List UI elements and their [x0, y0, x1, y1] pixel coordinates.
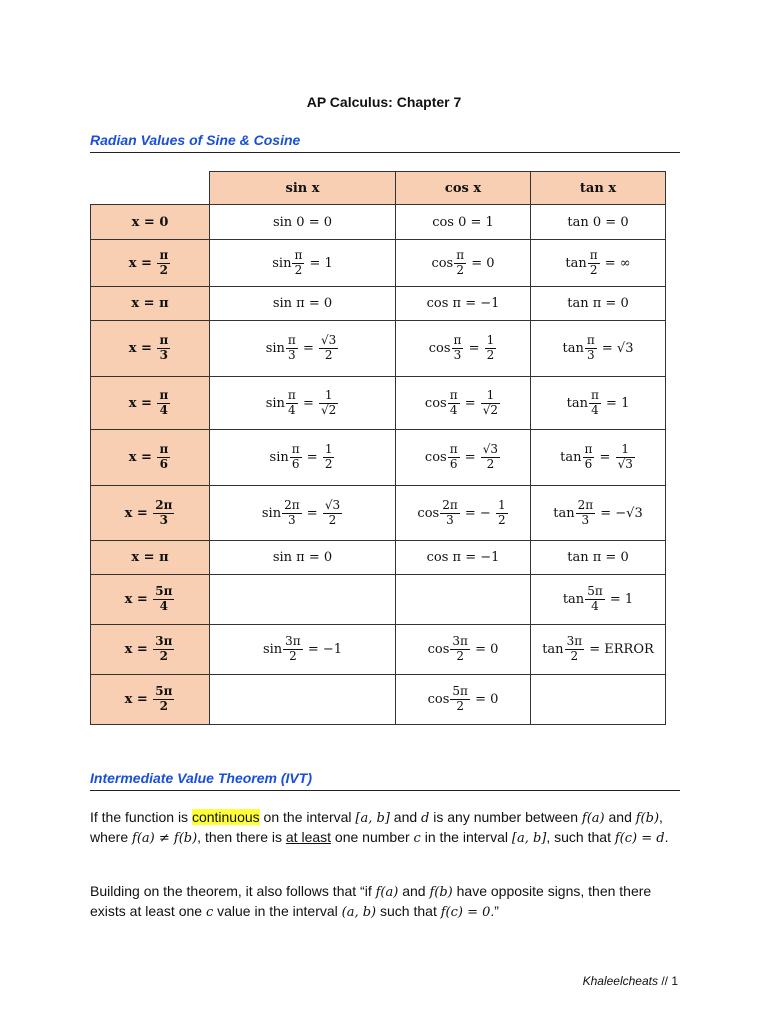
angle-fraction-numerator: π	[584, 442, 593, 457]
cell-result: = √3	[601, 341, 634, 356]
text-run: Building on the theorem, it also follows that “if	[90, 883, 376, 899]
row-x-prefix: x =	[128, 255, 152, 271]
angle-fraction-numerator: 3π	[566, 634, 583, 649]
cell-text: tan π = 0	[567, 296, 629, 311]
result-fraction	[323, 443, 335, 472]
angle-fraction	[585, 334, 597, 363]
row-x-fraction	[153, 499, 174, 528]
cell-result: = 0	[475, 692, 499, 707]
underlined-term: at least	[285, 829, 332, 845]
cell-text: tan	[565, 255, 587, 271]
cell-text: cos	[424, 395, 447, 411]
table-row	[91, 575, 666, 625]
cell-text: cos	[428, 341, 451, 356]
angle-fraction-numerator: π	[591, 387, 599, 402]
row-x-prefix: x =	[124, 692, 148, 707]
angle-fraction-denominator: 3	[586, 348, 595, 362]
row-x-fraction-denominator: 3	[159, 512, 169, 527]
row-x-prefix: x =	[128, 341, 152, 356]
cell-text: sin	[262, 642, 283, 657]
table-row	[91, 625, 666, 675]
angle-fraction-numerator: 5π	[452, 684, 468, 699]
table-cell-sin	[210, 675, 396, 725]
result-fraction	[496, 499, 508, 528]
result-fraction-numerator: √3	[324, 497, 341, 512]
ivt-definition-paragraph	[90, 808, 680, 848]
angle-fraction-denominator: 3	[446, 512, 454, 527]
angle-fraction	[290, 443, 302, 472]
angle-fraction-denominator: 2	[456, 262, 464, 277]
row-x-fraction-numerator: 2π	[155, 497, 173, 512]
angle-fraction	[448, 443, 460, 472]
math-expr: f(b)	[429, 885, 453, 900]
angle-fraction-numerator: π	[586, 333, 595, 348]
row-x-prefix: x =	[128, 395, 152, 411]
trig-values-table	[90, 171, 666, 725]
cell-text: sin 0 = 0	[272, 214, 333, 230]
row-x-fraction	[157, 443, 170, 472]
angle-fraction-denominator: 3	[288, 512, 296, 527]
cell-text: tan	[560, 450, 582, 465]
cell-result: = ∞	[604, 255, 631, 271]
math-expr: d	[421, 811, 430, 826]
angle-fraction	[282, 499, 302, 528]
angle-fraction-denominator: 6	[449, 457, 458, 471]
table-cell-cos	[396, 486, 531, 541]
cell-text: tan	[562, 592, 585, 607]
angle-fraction	[454, 249, 466, 278]
table-cell-tan	[531, 377, 666, 430]
result-fraction-denominator: 2	[324, 348, 333, 362]
table-cell-sin	[210, 377, 396, 430]
text-run: on the interval	[259, 809, 356, 825]
text-run: , where	[90, 809, 663, 845]
result-fraction-denominator: 2	[497, 512, 506, 527]
result-fraction-denominator: √3	[617, 457, 633, 471]
table-cell-tan	[531, 486, 666, 541]
angle-fraction-numerator: π	[287, 333, 296, 348]
text-run: value in the interval	[213, 903, 342, 919]
row-header-x	[91, 205, 210, 240]
table-row	[91, 321, 666, 377]
result-fraction	[616, 443, 635, 472]
row-header-x	[91, 240, 210, 287]
cell-text: sin	[269, 450, 289, 465]
angle-fraction-numerator: 3π	[285, 634, 301, 649]
table-cell-sin	[210, 430, 396, 486]
result-fraction-denominator: √2	[321, 402, 337, 417]
angle-fraction	[450, 685, 470, 714]
angle-fraction-numerator: π	[291, 442, 300, 457]
table-cell-sin	[210, 541, 396, 575]
angle-fraction	[286, 389, 298, 418]
row-x-label: x = π	[131, 296, 169, 311]
text-run: such that	[376, 903, 441, 919]
table-cell-sin	[210, 321, 396, 377]
angle-fraction-numerator: π	[449, 387, 458, 402]
text-run: and	[389, 809, 422, 825]
angle-fraction-denominator: 3	[288, 348, 296, 362]
cell-result: =	[306, 450, 318, 465]
cell-text: tan	[566, 395, 589, 411]
row-x-fraction-denominator: 2	[159, 262, 169, 277]
angle-fraction-denominator: 2	[570, 649, 579, 663]
text-run: in the interval	[420, 829, 512, 845]
page-title: AP Calculus: Chapter 7	[306, 94, 462, 110]
row-x-fraction-denominator: 2	[159, 649, 169, 663]
row-x-fraction-denominator: 2	[159, 699, 169, 713]
cell-result: =	[464, 395, 476, 411]
angle-fraction-denominator: 3	[453, 348, 462, 362]
table-cell-sin	[210, 287, 396, 321]
table-cell-tan	[531, 625, 666, 675]
cell-text: cos	[431, 255, 454, 271]
table-cell-cos	[396, 287, 531, 321]
table-cell-tan	[531, 575, 666, 625]
math-expr: f(b)	[635, 811, 660, 826]
cell-result: = 1	[309, 255, 333, 271]
table-corner	[91, 172, 210, 205]
text-run: and	[604, 809, 636, 825]
angle-fraction-numerator: π	[456, 247, 465, 262]
cell-result: =	[464, 450, 476, 465]
result-fraction-numerator: 1	[319, 389, 338, 404]
table-cell-cos	[396, 575, 531, 625]
table-row	[91, 377, 666, 430]
table-cell-cos	[396, 377, 531, 430]
table-cell-cos	[396, 321, 531, 377]
result-fraction	[319, 389, 338, 418]
table-row	[91, 675, 666, 725]
table-cell-sin	[210, 486, 396, 541]
footer-page-number: // 1	[657, 974, 678, 988]
row-header-x	[91, 377, 210, 430]
cell-text: tan π = 0	[567, 550, 629, 565]
cell-text: sin π = 0	[272, 296, 333, 311]
cell-text: tan	[542, 642, 564, 657]
result-fraction	[481, 389, 500, 418]
table-cell-tan	[531, 541, 666, 575]
cell-result: = −1	[307, 642, 343, 657]
cell-result: =	[468, 341, 480, 356]
table-cell-sin	[210, 240, 396, 287]
result-fraction-numerator: 1	[616, 443, 635, 458]
row-x-fraction-denominator: 6	[159, 457, 169, 471]
angle-fraction	[292, 249, 304, 278]
table-cell-cos	[396, 205, 531, 240]
row-x-prefix: x =	[128, 450, 152, 465]
angle-fraction-denominator: 6	[291, 457, 300, 471]
angle-fraction-numerator: 3π	[452, 634, 468, 649]
angle-fraction	[565, 635, 585, 664]
angle-fraction-denominator: 2	[294, 262, 303, 277]
row-header-x	[91, 321, 210, 377]
text-run: , then there is	[197, 829, 286, 845]
angle-fraction-denominator: 2	[456, 649, 464, 663]
row-x-fraction	[153, 635, 174, 664]
row-x-fraction-numerator: π	[159, 442, 169, 457]
cell-text: sin π = 0	[272, 550, 333, 565]
row-header-x	[91, 675, 210, 725]
table-row	[91, 430, 666, 486]
row-x-fraction	[157, 334, 170, 363]
cell-text: tan 0 = 0	[567, 214, 629, 230]
result-fraction-numerator: √3	[482, 442, 499, 457]
table-row	[91, 486, 666, 541]
result-fraction	[319, 334, 338, 363]
table-row	[91, 541, 666, 575]
result-fraction	[485, 334, 497, 363]
table-cell-cos	[396, 240, 531, 287]
math-expr: f(a)	[581, 811, 605, 826]
cell-text: sin	[265, 341, 285, 356]
result-fraction-denominator: 2	[486, 457, 495, 471]
row-x-fraction-numerator: 5π	[155, 584, 173, 599]
text-run: If the function is	[90, 809, 192, 825]
row-x-prefix: x =	[124, 642, 148, 657]
result-fraction-numerator: √3	[321, 333, 337, 348]
math-expr: c	[413, 831, 421, 846]
result-fraction-denominator: √2	[482, 402, 499, 417]
result-fraction-numerator: 1	[481, 389, 500, 404]
text-run: and	[398, 883, 430, 899]
angle-fraction-denominator: 4	[591, 599, 599, 613]
table-cell-cos	[396, 625, 531, 675]
row-header-x	[91, 541, 210, 575]
table-cell-tan	[531, 240, 666, 287]
angle-fraction-denominator: 4	[288, 402, 296, 417]
cell-text: tan	[562, 341, 584, 356]
row-x-prefix: x =	[124, 592, 148, 607]
row-x-fraction	[157, 249, 170, 278]
result-fraction-denominator: 2	[328, 512, 337, 527]
text-run: is any number between	[429, 809, 582, 825]
row-x-fraction-numerator: π	[159, 387, 169, 402]
angle-fraction-denominator: 2	[589, 262, 598, 277]
angle-fraction-denominator: 4	[449, 402, 458, 417]
table-row	[91, 205, 666, 240]
math-expr: [a, b]	[355, 811, 390, 826]
row-header-x	[91, 575, 210, 625]
angle-fraction	[450, 635, 470, 664]
section-heading-ivt: Intermediate Value Theorem (IVT)	[90, 770, 680, 791]
angle-fraction	[589, 389, 601, 418]
row-header-x	[91, 486, 210, 541]
text-run: have opposite signs, then there exists at least one	[90, 883, 652, 919]
row-x-label: x = π	[131, 550, 169, 565]
row-x-fraction-numerator: π	[159, 247, 169, 262]
angle-fraction-denominator: 2	[289, 649, 297, 663]
cell-result: =	[306, 505, 318, 521]
table-cell-tan	[531, 430, 666, 486]
angle-fraction	[585, 585, 605, 614]
table-cell-cos	[396, 430, 531, 486]
angle-fraction-numerator: π	[589, 247, 598, 262]
table-cell-cos	[396, 541, 531, 575]
text-run: .”	[490, 903, 499, 919]
angle-fraction-denominator: 2	[456, 699, 464, 713]
angle-fraction-numerator: 2π	[577, 497, 594, 512]
angle-fraction	[448, 389, 460, 418]
table-cell-tan	[531, 205, 666, 240]
row-x-fraction-numerator: 3π	[155, 634, 173, 649]
column-header-cos: cos x	[396, 172, 531, 205]
result-fraction-numerator: 1	[497, 497, 506, 512]
angle-fraction-denominator: 6	[584, 457, 593, 471]
row-x-fraction-denominator: 4	[159, 402, 169, 417]
row-x-fraction-denominator: 3	[159, 348, 169, 362]
row-x-label: x = 0	[131, 214, 169, 230]
ivt-corollary-paragraph	[90, 882, 680, 922]
result-fraction-denominator: 2	[486, 348, 495, 362]
angle-fraction	[286, 334, 298, 363]
angle-fraction-numerator: 2π	[284, 497, 300, 512]
angle-fraction-numerator: 2π	[442, 497, 458, 512]
math-expr: f(c) = 0	[440, 905, 491, 920]
row-header-x	[91, 430, 210, 486]
row-header-x	[91, 625, 210, 675]
table-cell-tan	[531, 321, 666, 377]
cell-result: = ERROR	[589, 642, 654, 657]
row-x-prefix: x =	[124, 505, 148, 521]
angle-fraction	[452, 334, 464, 363]
cell-result: = 1	[606, 395, 630, 411]
cell-text: cos π = −1	[426, 550, 500, 565]
cell-text: cos	[427, 642, 450, 657]
column-header-sin: sin x	[210, 172, 396, 205]
angle-fraction	[576, 499, 596, 528]
result-fraction	[323, 499, 342, 528]
cell-result: =	[302, 341, 314, 356]
page-footer	[583, 974, 678, 988]
angle-fraction	[588, 249, 600, 278]
result-fraction-denominator: 2	[324, 457, 333, 471]
angle-fraction	[583, 443, 595, 472]
angle-fraction-denominator: 3	[581, 512, 590, 527]
table-cell-sin	[210, 205, 396, 240]
table-cell-sin	[210, 625, 396, 675]
row-x-fraction	[153, 685, 174, 714]
math-expr: [a, b]	[511, 831, 547, 846]
column-header-tan: tan x	[531, 172, 666, 205]
cell-text: cos	[417, 505, 440, 521]
angle-fraction-numerator: 5π	[587, 584, 603, 599]
cell-result: = 0	[475, 642, 499, 657]
footer-author: Khaleelcheats	[582, 974, 658, 988]
table-cell-cos	[396, 675, 531, 725]
angle-fraction-denominator: 4	[591, 402, 599, 417]
cell-result: = −√3	[600, 505, 643, 521]
result-fraction-numerator: 1	[324, 442, 333, 457]
angle-fraction-numerator: π	[294, 247, 303, 262]
math-expr: f(c) = d	[614, 831, 665, 846]
angle-fraction-numerator: π	[453, 333, 462, 348]
cell-text: tan	[553, 505, 575, 521]
row-x-fraction-denominator: 4	[159, 599, 169, 613]
cell-text: sin	[265, 395, 285, 411]
angle-fraction-numerator: π	[449, 442, 458, 457]
row-x-fraction	[153, 585, 174, 614]
angle-fraction	[283, 635, 303, 664]
angle-fraction	[440, 499, 460, 528]
text-run: .	[664, 829, 669, 845]
text-run: , such that	[546, 829, 615, 845]
table-cell-sin	[210, 575, 396, 625]
math-expr: (a, b)	[341, 905, 377, 920]
math-expr: f(a) ≠ f(b)	[132, 831, 198, 846]
result-fraction-numerator: 1	[486, 333, 495, 348]
table-cell-tan	[531, 675, 666, 725]
cell-text: sin	[261, 505, 282, 521]
table-cell-tan	[531, 287, 666, 321]
text-run: one number	[331, 829, 414, 845]
table-row	[91, 287, 666, 321]
cell-result: = 0	[471, 255, 495, 271]
table-header-row	[91, 172, 666, 205]
cell-text: sin	[272, 255, 292, 271]
row-header-x	[91, 287, 210, 321]
cell-result: =	[599, 450, 611, 465]
cell-result: =	[302, 395, 314, 411]
row-x-fraction	[157, 389, 170, 418]
section-heading-radian-values: Radian Values of Sine & Cosine	[90, 132, 680, 153]
math-expr: c	[205, 905, 214, 920]
math-expr: f(a)	[375, 885, 399, 900]
row-x-fraction-numerator: π	[159, 333, 169, 348]
cell-text: cos π = −1	[426, 296, 500, 311]
table-row	[91, 240, 666, 287]
cell-result: = −	[464, 505, 491, 521]
highlighted-term: continuous	[191, 809, 260, 825]
cell-text: cos 0 = 1	[432, 214, 494, 230]
angle-fraction-numerator: π	[287, 387, 296, 402]
cell-text: cos	[427, 692, 450, 707]
cell-result: = 1	[609, 592, 634, 607]
row-x-fraction-numerator: 5π	[155, 684, 173, 699]
result-fraction	[481, 443, 500, 472]
cell-text: cos	[424, 450, 447, 465]
